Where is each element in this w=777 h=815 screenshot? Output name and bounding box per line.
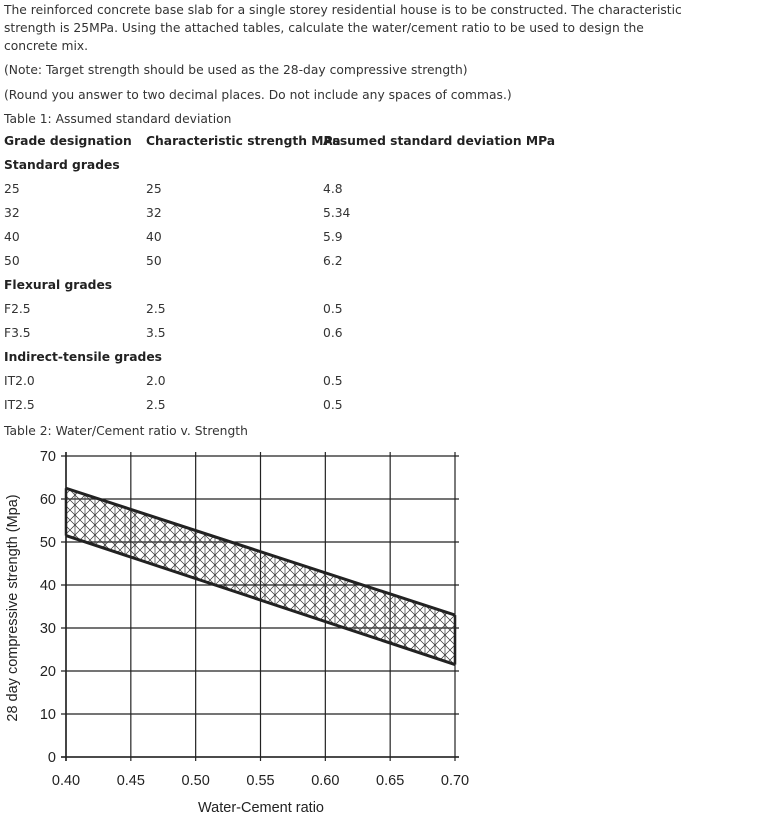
table-cell: 0.5 (323, 302, 343, 316)
x-tick-label: 0.55 (246, 773, 275, 789)
table-cell: F3.5 (4, 326, 31, 340)
table-cell: 0.5 (323, 398, 343, 412)
table-cell: 5.9 (323, 230, 343, 244)
y-tick-label: 30 (39, 621, 56, 637)
y-tick-label: 20 (39, 664, 56, 680)
table-cell: 2.5 (146, 302, 166, 316)
y-tick-label: 0 (47, 750, 56, 766)
section-standard: Standard grades (4, 158, 120, 172)
header-grade: Grade designation (4, 134, 132, 148)
table-cell: 50 (4, 254, 20, 268)
table-cell: 4.8 (323, 182, 343, 196)
rounding-text: (Round you answer to two decimal places. Do not include any spaces of commas.) (4, 88, 512, 102)
header-deviation: Assumed standard deviation MPa (323, 134, 556, 148)
table-cell: 5.34 (323, 206, 351, 220)
y-tick-label: 40 (39, 578, 56, 594)
section-flexural: Flexural grades (4, 278, 113, 292)
table-cell: 25 (4, 182, 20, 196)
table-cell: 32 (4, 206, 20, 220)
table-cell: 40 (146, 230, 162, 244)
table-cell: 3.5 (146, 326, 166, 340)
x-tick-labels (52, 773, 469, 789)
table-cell: 50 (146, 254, 162, 268)
y-axis-label: 28 day compressive strength (Mpa) (5, 494, 21, 722)
table-cell: IT2.5 (4, 398, 35, 412)
x-tick-label: 0.50 (181, 773, 210, 789)
table-cell: 0.6 (323, 326, 343, 340)
table-cell: 2.0 (146, 374, 166, 388)
section-indirect-tensile: Indirect-tensile grades (4, 350, 162, 364)
header-characteristic: Characteristic strength MPa (146, 134, 341, 148)
y-tick-label: 70 (39, 449, 56, 465)
x-axis-label: Water-Cement ratio (198, 800, 324, 815)
x-tick-label: 0.40 (51, 773, 81, 789)
table-cell: 32 (146, 206, 162, 220)
x-tick-label: 0.65 (376, 773, 405, 789)
y-tick-labels (40, 449, 56, 766)
y-tick-label: 50 (39, 535, 56, 551)
table-cell: IT2.0 (4, 374, 35, 388)
table-cell: 0.5 (323, 374, 343, 388)
table2-title: Table 2: Water/Cement ratio v. Strength (4, 424, 248, 438)
x-tick-label: 0.45 (116, 773, 145, 789)
strength-chart (0, 440, 480, 815)
table-cell: 6.2 (323, 254, 343, 268)
x-tick-label: 0.70 (440, 773, 470, 789)
table-cell: F2.5 (4, 302, 31, 316)
table-cell: 40 (4, 230, 20, 244)
table-cell: 25 (146, 182, 162, 196)
note-text: (Note: Target strength should be used as the 28-day compressive strength) (4, 63, 468, 77)
x-tick-label: 0.60 (311, 773, 340, 789)
y-tick-label: 10 (39, 707, 56, 723)
table1-title: Table 1: Assumed standard deviation (4, 112, 232, 126)
table-cell: 2.5 (146, 398, 166, 412)
question-text: The reinforced concrete base slab for a single storey residential house is to be constructed. The characteristic strength is 25MPa. Using the attached tables, calculate the water/cement ratio to be used to design the concrete mix. (4, 3, 682, 53)
y-tick-label: 60 (39, 492, 56, 508)
